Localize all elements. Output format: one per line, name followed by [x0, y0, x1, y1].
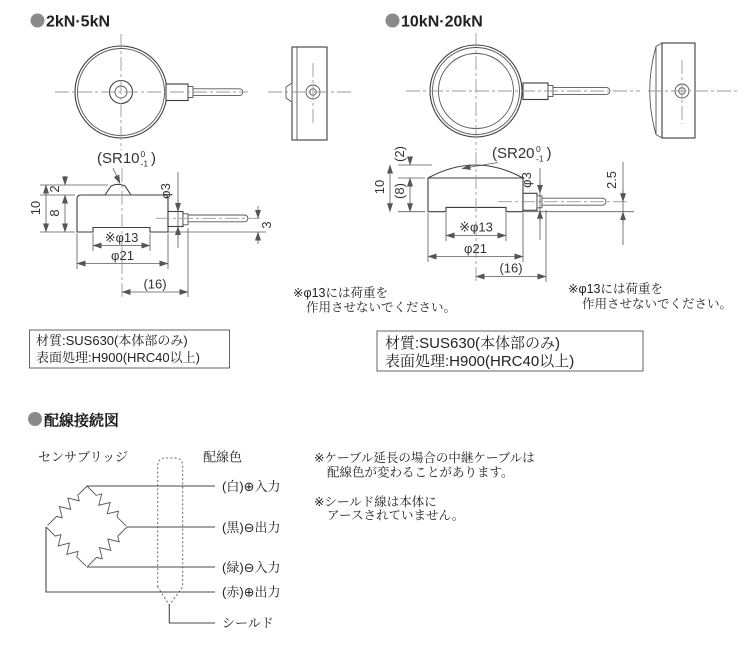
- sr-callout: [97, 149, 156, 184]
- wire-label: (黒)⊖出力: [222, 520, 281, 535]
- load-note-large: [568, 281, 732, 311]
- body-outline: [428, 165, 523, 212]
- material-box-small: [30, 330, 230, 368]
- bridge-label: センサブリッジ: [38, 449, 128, 465]
- wire-label: (白)⊕入力: [222, 479, 281, 494]
- section-view-small: [28, 149, 456, 315]
- wiring-section: [28, 412, 535, 631]
- dim-total-height: 10: [28, 200, 43, 216]
- sr-tol-upper: 0: [140, 149, 146, 159]
- sensor-bridge: [43, 482, 131, 570]
- dim-cap-height: 2: [47, 185, 62, 193]
- dim-outer-dia: φ21: [111, 248, 134, 263]
- cable-outline: [158, 458, 183, 605]
- material-box-large: [377, 331, 643, 371]
- dim-cable-length: (16): [499, 260, 523, 276]
- wire-label: シールド: [222, 615, 274, 631]
- section-view-large: [372, 144, 732, 311]
- wiring-note-line: ※シールド線は本体に: [314, 495, 437, 509]
- wiring-note-line: ※ケーブル延長の場合の中継ケーブルは: [314, 451, 535, 465]
- note-line1: ※φ13には荷重を: [568, 282, 663, 296]
- dim-load-dia: ※φ13: [459, 219, 493, 235]
- wiring-note-line: 配線色が変わることがあります。: [327, 465, 514, 480]
- material-line2: 表面処理:H900(HRC40以上): [385, 353, 575, 370]
- dimensions-large: [372, 146, 634, 282]
- section-bullet-icon: [31, 14, 45, 28]
- wiring-title: 配線接続図: [44, 412, 120, 430]
- note-line1: ※φ13には荷重を: [293, 286, 388, 300]
- cable-boss: [168, 212, 183, 227]
- resistor: [43, 523, 90, 569]
- resistor: [44, 482, 91, 529]
- dome-profile: [650, 47, 656, 135]
- material-line2: 表面処理:H900(HRC40以上): [36, 350, 200, 365]
- cable-boss: [286, 83, 292, 102]
- dim-cap-height: (2): [392, 146, 407, 162]
- dim-total-height: 10: [372, 179, 387, 195]
- sr-tol-lower: -1: [536, 153, 544, 164]
- section-bullet-icon: [386, 14, 400, 28]
- wire-label: (緑)⊖入力: [222, 560, 281, 575]
- dim-cable-offset: 3: [259, 221, 274, 229]
- section-10kn-20kn: [372, 14, 737, 372]
- dim-cable-dia: φ3: [158, 183, 173, 199]
- resistor: [84, 523, 131, 570]
- side-view-large: [648, 43, 737, 138]
- note-line2: 作用させないでください。: [306, 300, 457, 315]
- dim-cable-offset: 2.5: [604, 170, 619, 190]
- top-view-small: [55, 34, 248, 150]
- section-title: 10kN·20kN: [401, 13, 483, 31]
- note-line2: 作用させないでください。: [582, 297, 733, 311]
- wire-labels: [222, 479, 281, 631]
- section-bullet-icon: [28, 412, 42, 426]
- dim-cable-length: (16): [143, 276, 167, 292]
- load-note-small: [293, 285, 456, 315]
- wire-shield: [169, 605, 215, 623]
- wires: [46, 486, 215, 623]
- side-view-small: [268, 47, 352, 140]
- dim-outer-dia: φ21: [464, 241, 487, 256]
- dim-body-height: (8): [392, 183, 407, 199]
- sr-prefix: (SR10: [97, 150, 140, 167]
- sr-prefix: (SR20: [492, 145, 535, 162]
- material-line1: 材質:SUS630(本体部のみ): [36, 333, 188, 348]
- wiring-note-line: アースされていません。: [327, 508, 465, 523]
- sr-suffix: ): [546, 145, 552, 162]
- resistor: [83, 483, 129, 530]
- material-line1: 材質:SUS630(本体部のみ): [385, 335, 561, 352]
- dim-cable-dia: φ3: [519, 172, 534, 188]
- wire-red: [46, 527, 215, 592]
- wire-color-header: 配線色: [203, 449, 243, 465]
- wiring-notes: [314, 450, 535, 523]
- dimensions-small: [28, 172, 274, 297]
- sr-tol-upper: 0: [536, 144, 541, 154]
- top-view-large: [406, 33, 640, 150]
- dim-body-height: 8: [47, 209, 62, 217]
- body-outline: [77, 184, 168, 232]
- sr-suffix: ): [151, 150, 156, 167]
- dim-load-dia: ※φ13: [104, 230, 139, 245]
- sr-tol-lower: -1: [140, 158, 149, 169]
- wire-label: (赤)⊕出力: [222, 584, 281, 600]
- section-title: 2kN·5kN: [46, 13, 111, 31]
